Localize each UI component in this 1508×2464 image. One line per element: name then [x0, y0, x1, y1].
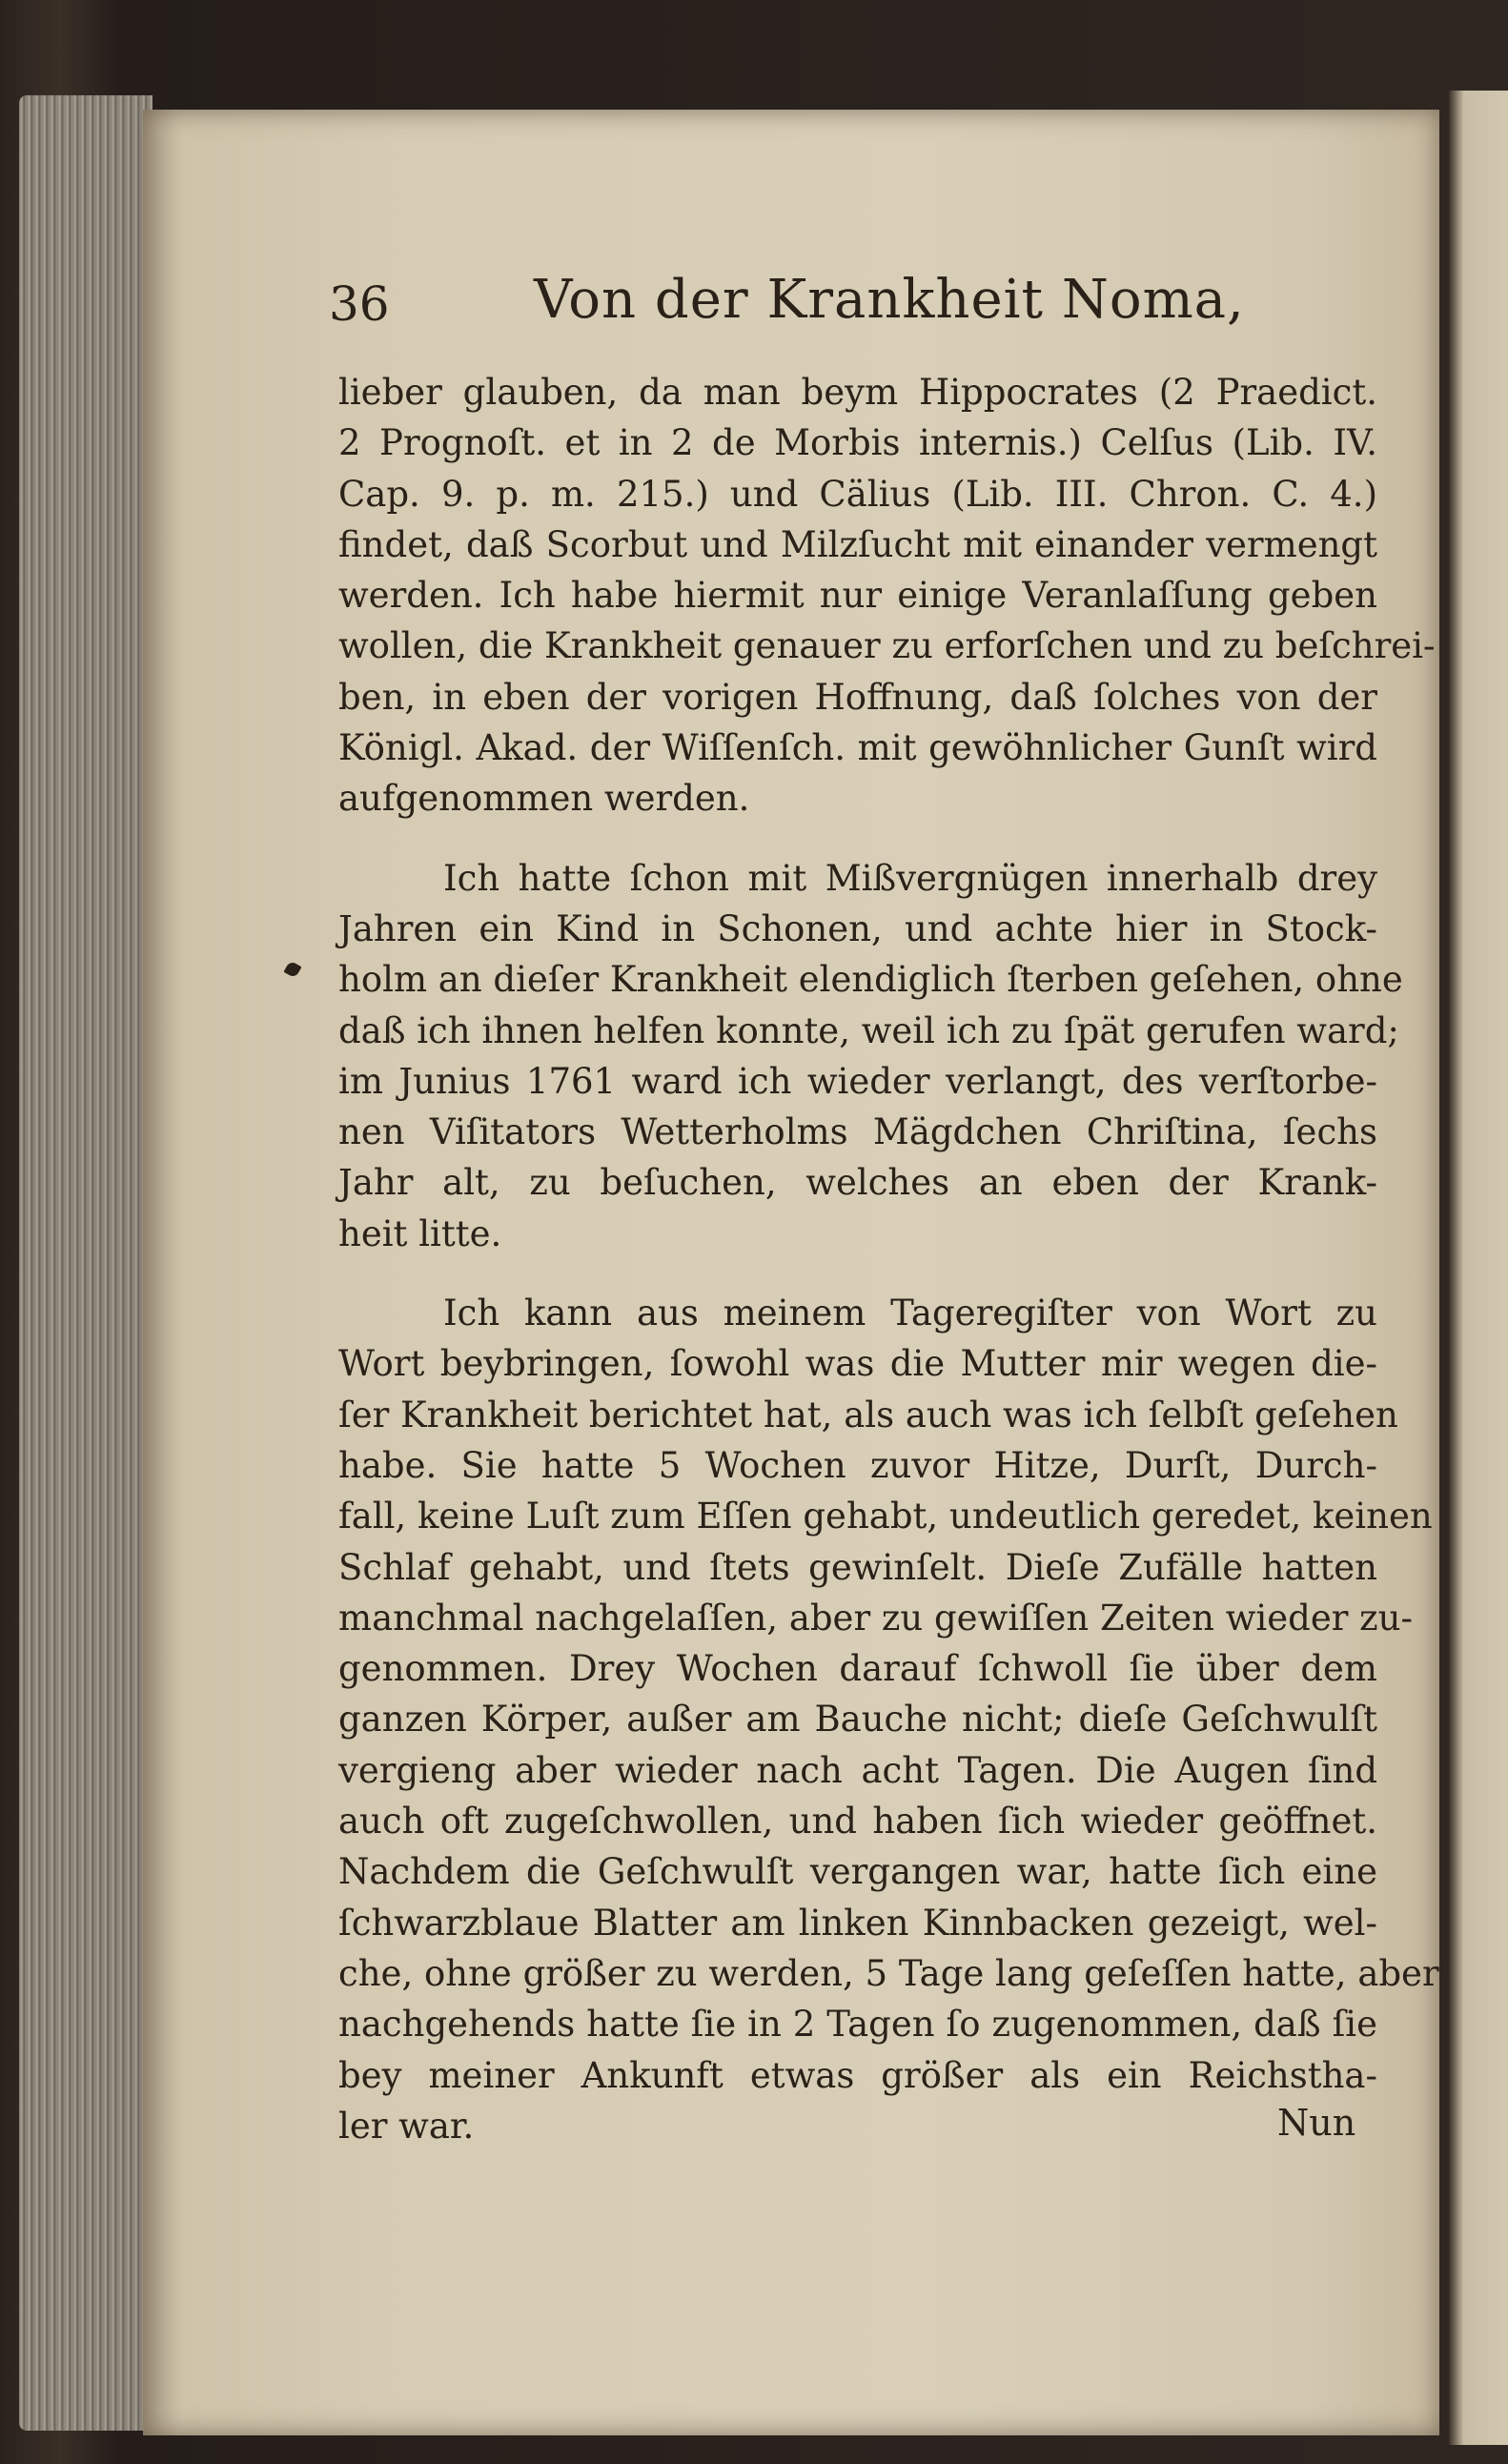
page-stack-edge	[19, 95, 153, 2431]
text-line: ſer Krankheit berichtet hat, als auch was ich ſelbſt geſehen	[338, 1394, 1398, 1436]
text-line: Königl. Akad. der Wiſſenſch. mit gewöhnlicher Gunſt wird	[338, 727, 1377, 769]
text-line: ben, in eben der vorigen Hoffnung, daß ſolches von der	[338, 676, 1377, 718]
text-line: nachgehends hatte ſie in 2 Tagen ſo zugenommen, daß ſie	[338, 2004, 1377, 2046]
page-header	[191, 248, 1382, 353]
text-line: nen Viſitators Wetterholms Mägdchen Chriſtina, ſechs	[338, 1111, 1377, 1153]
body-text	[338, 367, 1439, 2151]
text-line: Jahr alt, zu beſuchen, welches an eben der Krank-	[338, 1162, 1377, 1204]
running-head: Von der Krankheit Noma,	[534, 269, 1245, 331]
paragraph-1	[338, 367, 1436, 825]
text-line: im Junius 1761 ward ich wieder verlangt, des verſtorbe-	[338, 1060, 1377, 1102]
text-line: Jahren ein Kind in Schonen, und achte hier in Stock-	[338, 907, 1377, 949]
text-line: werden. Ich habe hiermit nur einige Veranlaſſung geben	[338, 575, 1377, 617]
text-line: vergieng aber wieder nach acht Tagen. Die Augen ſind	[338, 1749, 1377, 1791]
facing-page-edge	[1449, 91, 1508, 2445]
text-line: ler war.	[338, 2105, 475, 2147]
text-line: Schlaf gehabt, und ſtets gewinſelt. Dieſe Zufälle hatten	[338, 1546, 1377, 1588]
text-line: genommen. Drey Wochen darauf ſchwoll ſie über dem	[338, 1648, 1377, 1690]
text-line: 2 Prognoſt. et in 2 de Morbis internis.) Celſus (Lib. IV.	[338, 422, 1377, 464]
catchword: Nun	[1277, 2102, 1356, 2144]
text-line: ſchwarzblaue Blatter am linken Kinnbacken gezeigt, wel-	[338, 1902, 1377, 1944]
text-line: manchmal nachgelaſſen, aber zu gewiſſen Zeiten wieder zu-	[338, 1597, 1414, 1639]
text-line: Wort beybringen, ſowohl was die Mutter mir wegen die-	[338, 1343, 1377, 1385]
text-line: aufgenommen werden.	[338, 778, 750, 820]
text-line: findet, daß Scorbut und Milzſucht mit einander vermengt	[338, 523, 1377, 565]
text-line: daß ich ihnen helfen konnte, weil ich zu ſpät gerufen ward;	[338, 1009, 1399, 1051]
text-line: holm an dieſer Krankheit elendiglich ſterben geſehen, ohne	[338, 959, 1403, 1001]
text-line: ganzen Körper, außer am Bauche nicht; dieſe Geſchwulſt	[338, 1699, 1377, 1741]
text-line: auch oft zugeſchwollen, und haben ſich wieder geöffnet.	[338, 1801, 1377, 1843]
paragraph-2	[338, 853, 1403, 1259]
text-line: fall, keine Luſt zum Eſſen gehabt, undeutlich geredet, keinen	[338, 1496, 1433, 1537]
text-line: habe. Sie hatte 5 Wochen zuvor Hitze, Durſt, Durch-	[338, 1444, 1377, 1486]
text-line: Nachdem die Geſchwulſt vergangen war, hatte ſich eine	[338, 1851, 1377, 1893]
text-line: lieber glauben, da man beym Hippocrates (2 Praedict.	[338, 372, 1377, 413]
page-number: 36	[329, 276, 390, 332]
text-line: Ich kann aus meinem Tageregiſter von Wort zu	[443, 1293, 1377, 1334]
text-line: Cap. 9. p. m. 215.) und Cälius (Lib. III. Chron. C. 4.)	[338, 473, 1377, 515]
text-line: Ich hatte ſchon mit Mißvergnügen innerhalb drey	[443, 857, 1377, 899]
text-line: che, ohne größer zu werden, 5 Tage lang geſeſſen hatte, aber	[338, 1952, 1439, 1994]
paragraph-3	[338, 1288, 1439, 2151]
text-line: wollen, die Krankheit genauer zu erforſchen und zu beſchrei-	[338, 625, 1436, 667]
text-line: bey meiner Ankunft etwas größer als ein Reichstha-	[338, 2054, 1377, 2096]
text-line: heit litte.	[338, 1212, 502, 1254]
